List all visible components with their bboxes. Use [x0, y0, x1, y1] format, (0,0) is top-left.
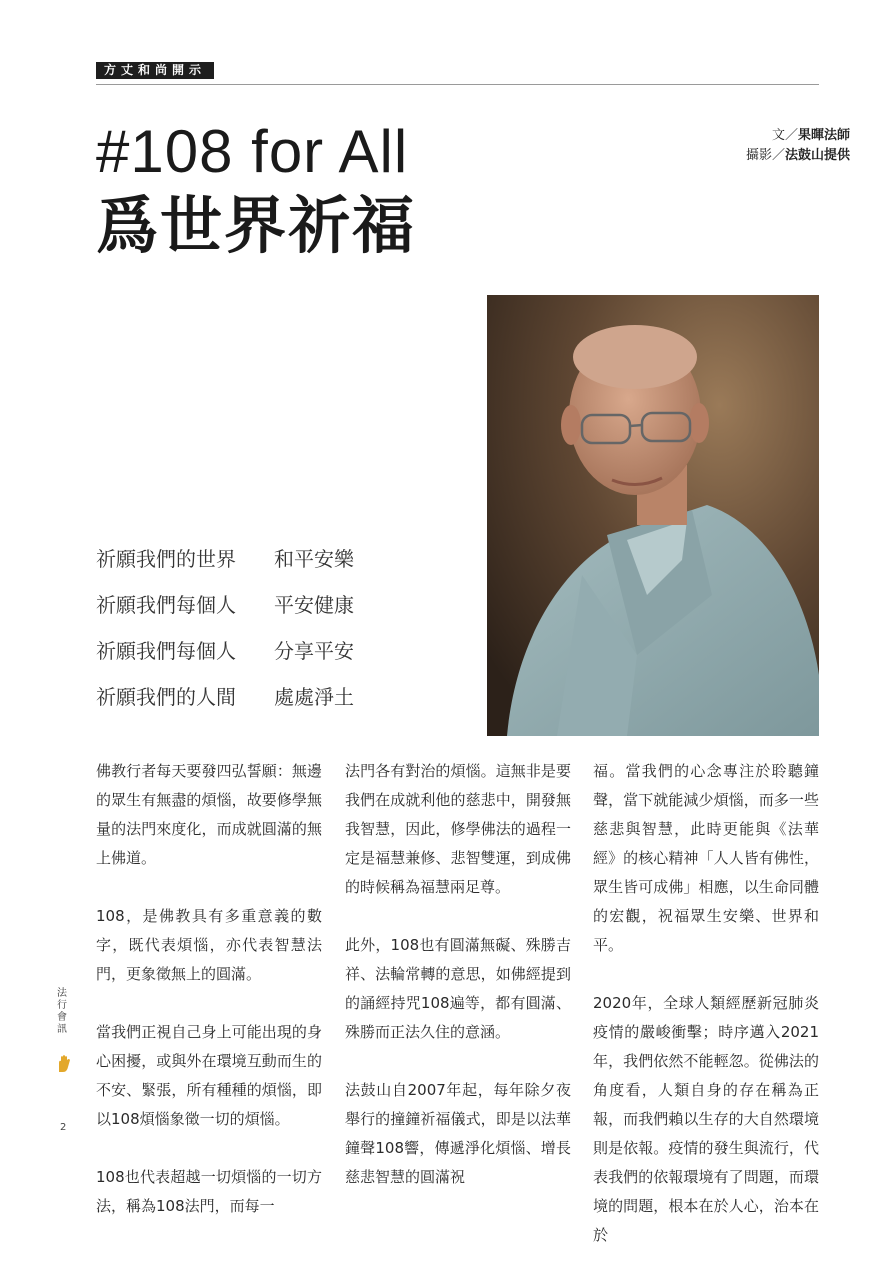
paragraph: 當我們正視自己身上可能出現的身心困擾，或與外在環境互動而生的不安、緊張，所有種種的煩惱，即以108煩惱象徵一切的煩惱。	[96, 1023, 322, 1128]
paragraph: 此外，108也有圓滿無礙、殊勝吉祥、法輪常轉的意思，如佛經提到的誦經持咒108遍等，都有圓滿、殊勝而正法久住的意涵。	[345, 936, 571, 1041]
prayer-line: 祈願我們每個人 分享平安	[96, 639, 354, 663]
author-label: 文／	[771, 128, 798, 143]
paragraph: 佛教行者每天要發四弘誓願：無邊的眾生有無盡的煩惱，故要修學無量的法門來度化，而成就圓滿的無上佛道。	[96, 762, 322, 867]
portrait-illustration	[487, 295, 819, 736]
prayer-line: 祈願我們的世界 和平安樂	[96, 547, 354, 571]
paragraph: 法鼓山自2007年起，每年除夕夜舉行的撞鐘祈福儀式，即是以法華鐘聲108響，傳遞淨化煩惱、增長慈悲智慧的圓滿祝	[345, 1081, 571, 1186]
photo-credit: 法鼓山提供	[784, 148, 850, 163]
page-number: 2	[60, 1122, 67, 1133]
body-column-2	[345, 757, 571, 1221]
body-column-1	[96, 757, 322, 1250]
magazine-name: 法行會訊	[57, 988, 67, 1035]
photo-label: 攝影／	[745, 148, 785, 163]
paragraph: 2020年，全球人類經歷新冠肺炎疫情的嚴峻衝擊；時序邁入2021年，我們依然不能輕忽。從佛法的角度看，人類自身的存在稱為正報，而我們賴以生存的大自然環境則是依報。疫情的發生與流行，代表我們的依報環境有了問題，而環境的問題，根本在於人心，治本在於	[593, 994, 819, 1244]
hand-icon	[57, 1054, 73, 1074]
author-name: 果暉法師	[797, 128, 850, 143]
title-english: #108 for All	[96, 118, 409, 185]
prayer-line: 祈願我們的人間 處處淨土	[96, 685, 354, 709]
monk-portrait-photo	[487, 295, 819, 736]
paragraph: 福。當我們的心念專注於聆聽鐘聲，當下就能減少煩惱，而多一些慈悲與智慧，此時更能與《法華經》的核心精神「人人皆有佛性，眾生皆可成佛」相應，以生命同體的宏觀，祝福眾生安樂、世界和平。	[593, 762, 819, 954]
credits	[746, 126, 850, 166]
section-label: 方丈和尚開示	[96, 62, 214, 79]
body-column-3	[593, 757, 819, 1279]
title-chinese: 爲世界祈福	[96, 189, 417, 262]
prayer-lines	[96, 536, 354, 720]
paragraph: 法門各有對治的煩惱。這無非是要我們在成就利他的慈悲中，開發無我智慧，因此，修學佛法的過程一定是福慧兼修、悲智雙運，到成佛的時候稱為福慧兩足尊。	[345, 762, 571, 896]
prayer-line: 祈願我們每個人 平安健康	[96, 593, 354, 617]
paragraph: 108也代表超越一切煩惱的一切方法，稱為108法門，而每一	[96, 1168, 322, 1215]
paragraph: 108，是佛教具有多重意義的數字，既代表煩惱，亦代表智慧法門，更象徵無上的圓滿。	[96, 907, 322, 983]
magazine-side-mark	[57, 988, 71, 1078]
header-rule	[96, 84, 819, 85]
